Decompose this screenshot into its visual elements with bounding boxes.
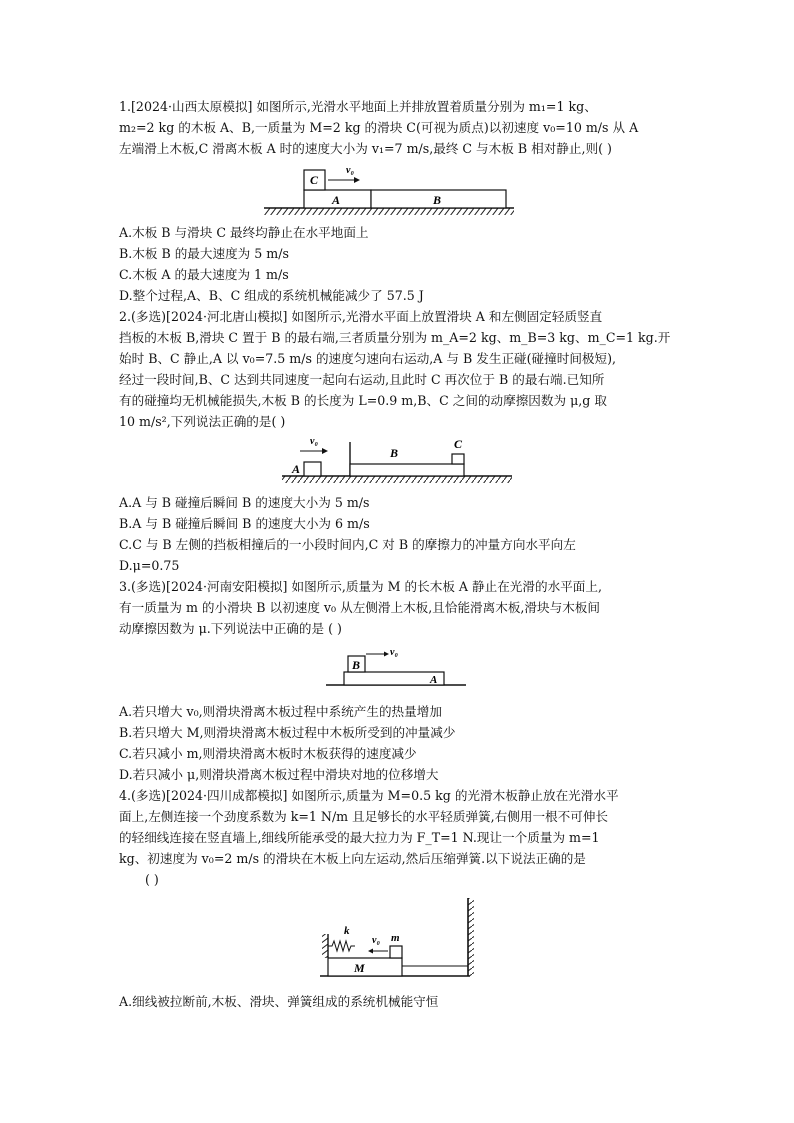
q1-stem-line-1: 1.[2024·山西太原模拟] 如图所示,光滑水平地面上并排放置着质量分别为 m₁=1 kg、 xyxy=(119,99,597,114)
q4-stem-line-3: 的轻细线连接在竖直墙上,细线所能承受的最大拉力为 F_T=1 N.现让一个质量为 m=1 xyxy=(119,830,600,845)
q2-stem-line-4: 经过一段时间,B、C 达到共同速度一起向右运动,且此时 C 再次位于 B 的最右端.已知所 xyxy=(119,372,605,387)
q2-option-d: D.μ=0.75 xyxy=(119,558,180,573)
q2-stem-line-5: 有的碰撞均无机械能损失,木板 B 的长度为 L=0.9 m,B、C 之间的动摩擦因数为 μ,g 取 xyxy=(119,393,607,408)
q1-figure xyxy=(264,160,514,216)
ground-hatching xyxy=(264,208,514,215)
velocity-label: v₀ xyxy=(372,935,380,946)
velocity-arrowhead xyxy=(322,448,328,454)
q4-stem-line-1: 4.(多选)[2024·四川成都模拟] 如图所示,质量为 M=0.5 kg 的光滑木板静止放在光滑水平 xyxy=(119,788,619,803)
spring-k-label: k xyxy=(344,925,350,937)
velocity-label: v₀ xyxy=(310,436,318,447)
ground-hatching xyxy=(282,476,512,483)
q2-option-b: B.A 与 B 碰撞后瞬间 B 的速度大小为 6 m/s xyxy=(119,516,370,531)
board-a-label: A xyxy=(430,674,438,686)
board-b xyxy=(350,464,464,476)
block-c-label: C xyxy=(454,437,463,451)
q1-option-a: A.木板 B 与滑块 C 最终均静止在水平地面上 xyxy=(119,225,369,240)
q3-figure xyxy=(326,642,466,692)
block-m-label: m xyxy=(391,932,400,944)
wall-hatching xyxy=(468,898,474,976)
velocity-arrowhead xyxy=(368,949,373,954)
velocity-arrowhead xyxy=(354,177,360,183)
q3-option-a: A.若只增大 v₀,则滑块滑离木板过程中系统产生的热量增加 xyxy=(119,704,442,719)
q2-figure xyxy=(282,432,512,486)
block-c-label: C xyxy=(310,173,319,187)
q3-stem-line-3: 动摩擦因数为 μ.下列说法中正确的是 ( ) xyxy=(119,621,342,636)
q4-stem-line-2: 面上,左侧连接一个劲度系数为 k=1 N/m 且足够长的水平轻质弹簧,右侧用一根不可伸长 xyxy=(119,809,609,824)
q4-option-a: A.细线被拉断前,木板、滑块、弹簧组成的系统机械能守恒 xyxy=(119,994,439,1009)
q2-option-a: A.A 与 B 碰撞后瞬间 B 的速度大小为 5 m/s xyxy=(119,495,370,510)
q1-stem-line-3: 左端滑上木板,C 滑离木板 A 时的速度大小为 v₁=7 m/s,最终 C 与木板 B 相对静止,则( ) xyxy=(119,141,612,156)
q2-stem-line-3: 始时 B、C 静止,A 以 v₀=7.5 m/s 的速度匀速向右运动,A 与 B 发生正碰(碰撞时间极短), xyxy=(119,351,617,366)
block-b-label: B xyxy=(352,658,361,672)
board-m xyxy=(328,958,402,976)
q2-stem-line-2: 挡板的木板 B,滑块 C 置于 B 的最右端,三者质量分别为 m_A=2 kg、m_B=3 kg、m_C=1 kg.开 xyxy=(119,330,671,345)
q1-stem-line-2: m₂=2 kg 的木板 A、B,一质量为 M=2 kg 的滑块 C(可视为质点)以初速度 v₀=10 m/s 从 A xyxy=(119,120,639,135)
q1-option-d: D.整个过程,A、B、C 组成的系统机械能减少了 57.5 J xyxy=(119,288,424,303)
q3-stem-line-1: 3.(多选)[2024·河南安阳模拟] 如图所示,质量为 M 的长木板 A 静止在光滑的水平面上, xyxy=(119,579,602,594)
board-b-label: B xyxy=(433,193,442,207)
board-a-label: A xyxy=(332,193,341,207)
q3-option-c: C.若只减小 m,则滑块滑离木板时木板获得的速度减少 xyxy=(119,746,417,761)
q3-option-b: B.若只增大 M,则滑块滑离木板过程中木板所受到的冲量减少 xyxy=(119,725,456,740)
velocity-arrowhead xyxy=(384,652,389,657)
block-c xyxy=(452,454,464,464)
q3-option-d: D.若只减小 μ,则滑块滑离木板过程中滑块对地的位移增大 xyxy=(119,767,439,782)
board-b-label: B xyxy=(390,446,399,460)
left-mount-hatching xyxy=(322,934,328,958)
q4-figure xyxy=(320,896,478,980)
q1-option-c: C.木板 A 的最大速度为 1 m/s xyxy=(119,267,289,282)
q4-stem-line-4: kg、初速度为 v₀=2 m/s 的滑块在木板上向左运动,然后压缩弹簧.以下说法正确的是 xyxy=(119,851,586,866)
board-m-label: M xyxy=(354,961,365,975)
spring xyxy=(328,941,355,951)
velocity-label: v₀ xyxy=(346,165,354,176)
q3-stem-line-2: 有一质量为 m 的小滑块 B 以初速度 v₀ 从左侧滑上木板,且恰能滑离木板,滑块与木板间 xyxy=(119,600,600,615)
velocity-label: v₀ xyxy=(390,647,398,658)
q2-option-c: C.C 与 B 左侧的挡板相撞后的一小段时间内,C 对 B 的摩擦力的冲量方向水平向左 xyxy=(119,537,576,552)
block-a-label: A xyxy=(292,462,301,476)
q2-stem-line-6: 10 m/s²,下列说法正确的是( ) xyxy=(119,414,286,429)
q1-option-b: B.木板 B 的最大速度为 5 m/s xyxy=(119,246,289,261)
q2-stem-line-1: 2.(多选)[2024·河北唐山模拟] 如图所示,光滑水平面上放置滑块 A 和左侧固定轻质竖直 xyxy=(119,309,603,324)
block-a xyxy=(304,462,321,476)
board-a xyxy=(344,672,444,685)
block-m xyxy=(390,946,402,958)
q4-stem-line-5: ( ) xyxy=(145,872,159,887)
